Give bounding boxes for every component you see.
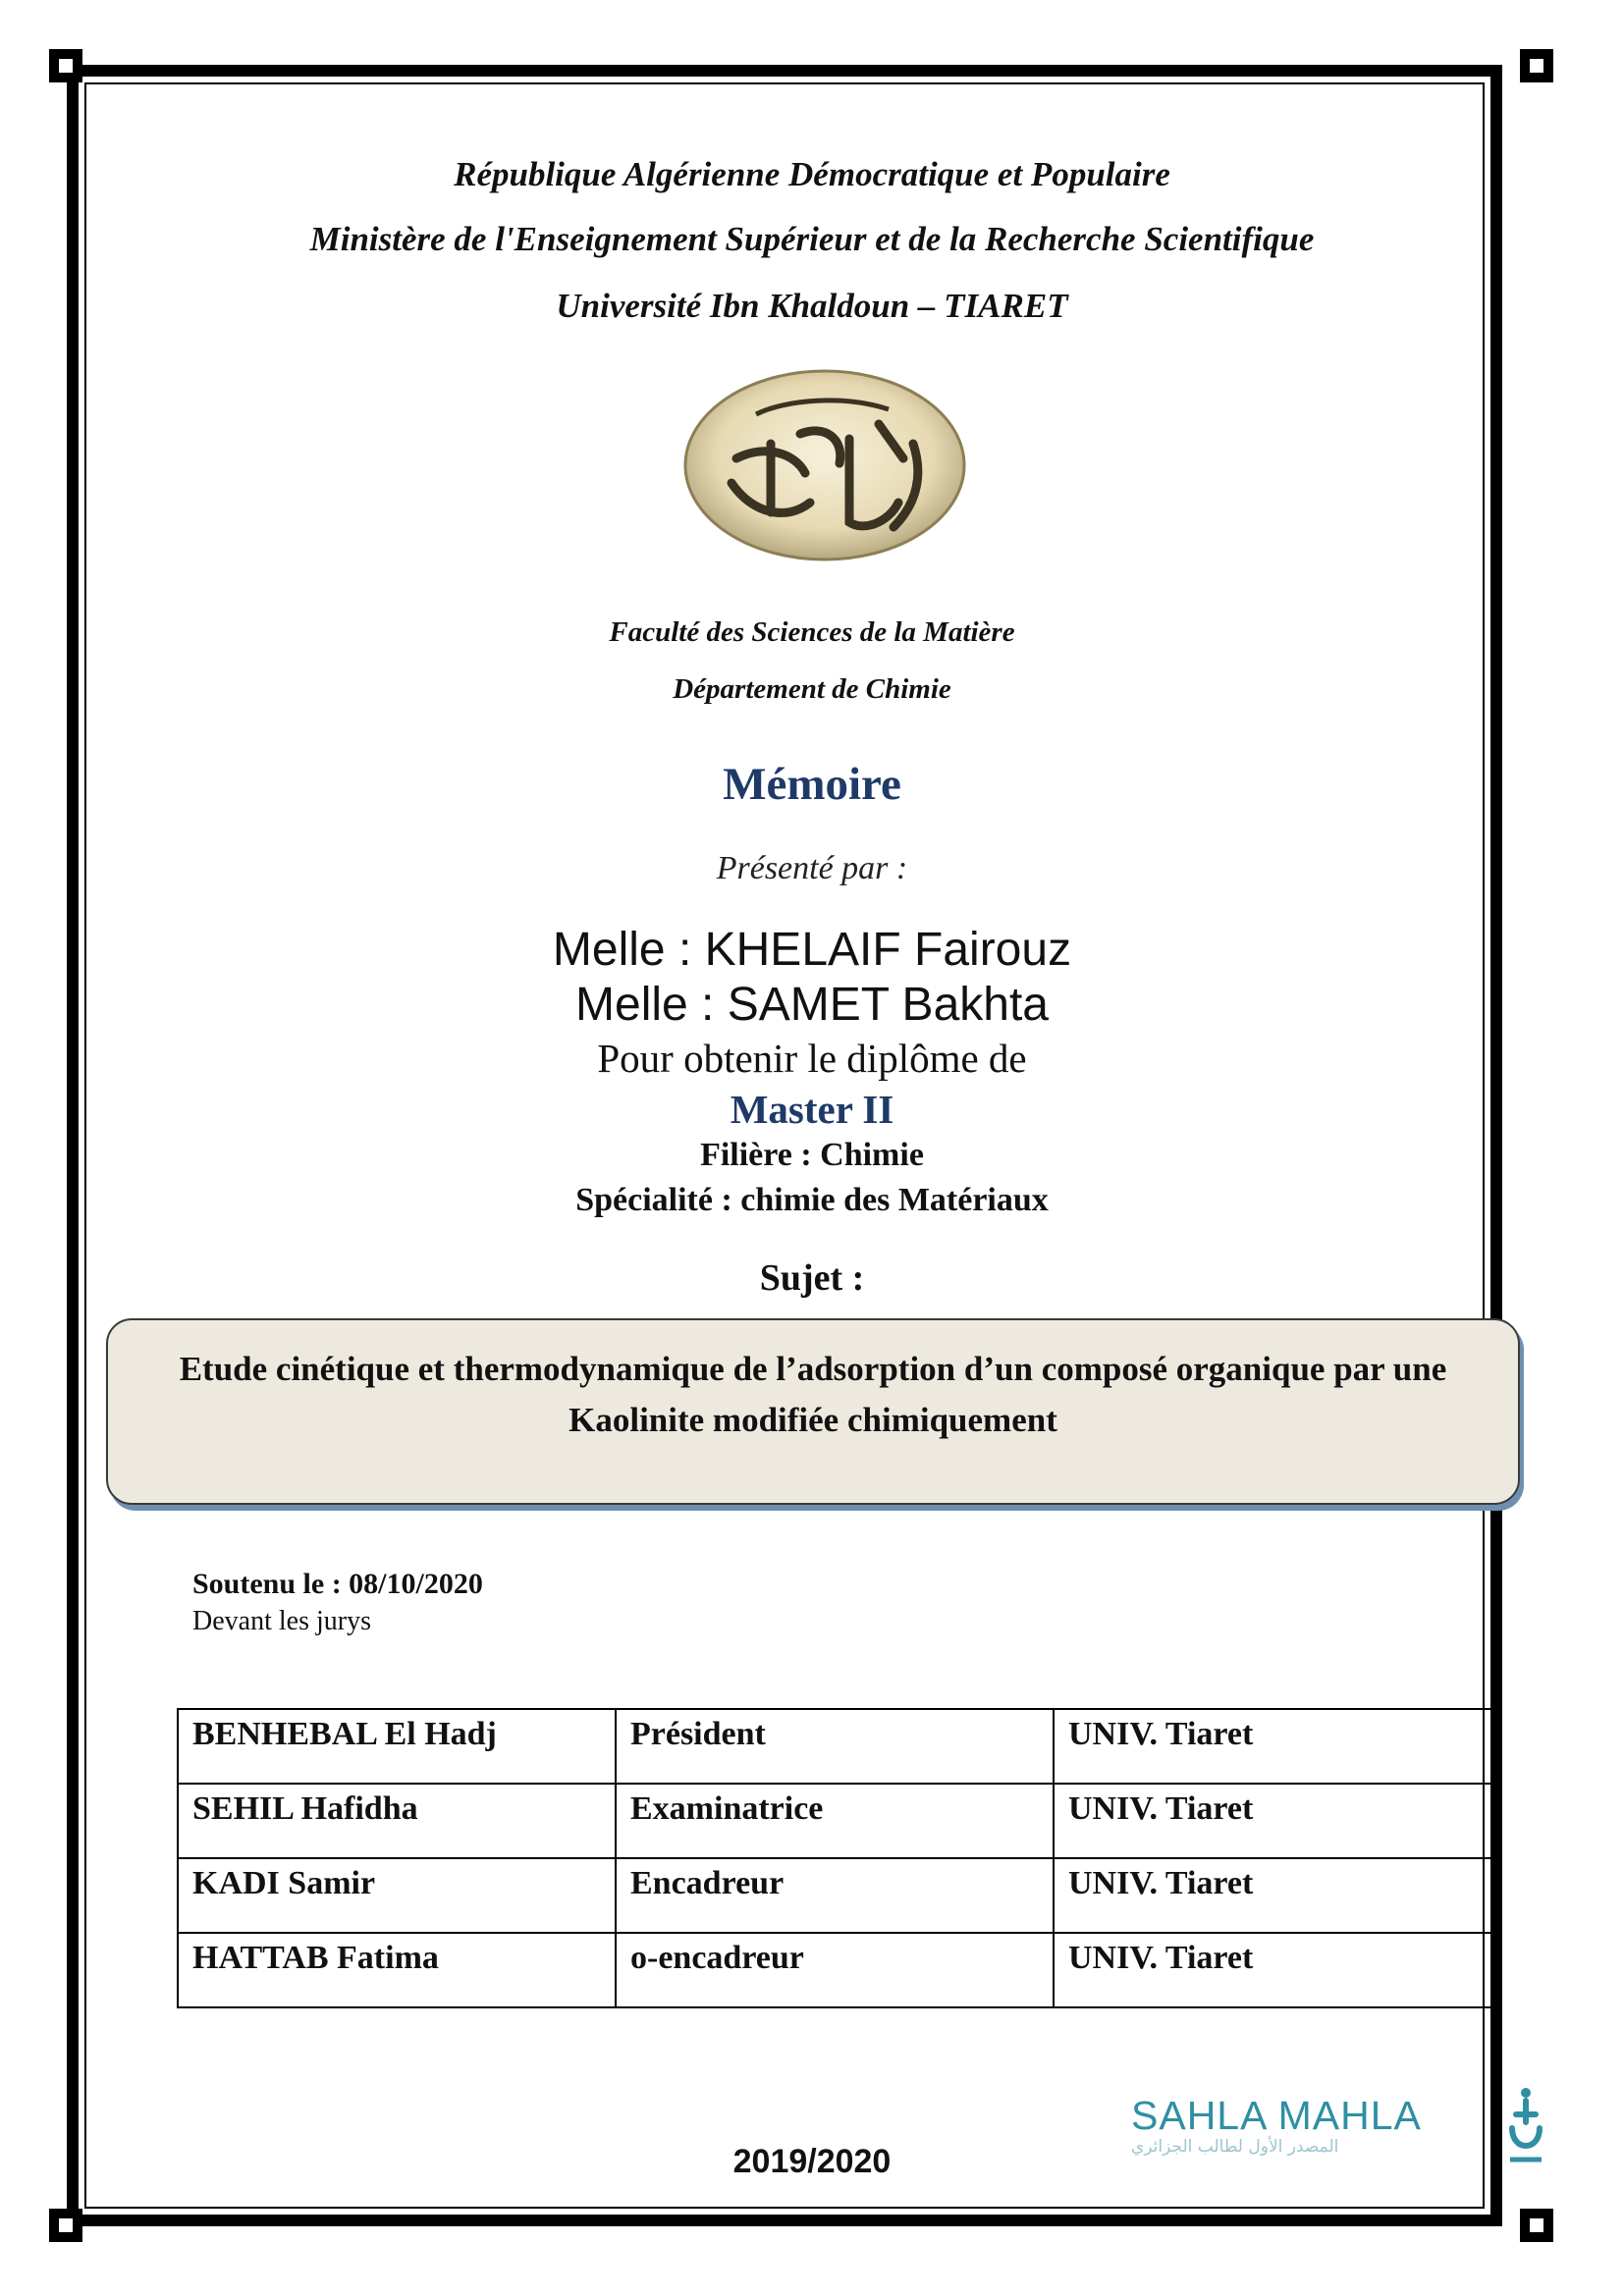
- border-corner: [1520, 2209, 1553, 2242]
- border-corner: [49, 2209, 82, 2242]
- table-row: [178, 1784, 1491, 1858]
- border-corner: [1520, 49, 1553, 82]
- university-line: Université Ibn Khaldoun – TIARET: [556, 287, 1068, 325]
- watermark-name: SAHLA MAHLA: [1131, 2093, 1422, 2138]
- jury-role: Encadreur: [616, 1858, 1054, 1933]
- sahla-mahla-watermark: [1131, 2093, 1553, 2181]
- department-name: Département de Chimie: [673, 673, 951, 705]
- author-name: Melle : SAMET Bakhta: [575, 979, 1049, 1031]
- defense-date: Soutenu le : 08/10/2020: [192, 1568, 483, 1600]
- jury-role: o-encadreur: [616, 1933, 1054, 2007]
- jury-role: Examinatrice: [616, 1784, 1054, 1858]
- jury-name: BENHEBAL El Hadj: [178, 1709, 616, 1784]
- jury-institution: UNIV. Tiaret: [1054, 1784, 1491, 1858]
- filiere-line: Filière : Chimie: [700, 1137, 924, 1173]
- ministry-line: Ministère de l'Enseignement Supérieur et de la Recherche Scientifique: [309, 220, 1315, 258]
- faculty-name: Faculté des Sciences de la Matière: [609, 616, 1015, 648]
- subject-text: Etude cinétique et thermodynamique de l’adsorption d’un composé organique par une Kaolinite modifiée chimiquement: [179, 1350, 1447, 1439]
- table-row: [178, 1858, 1491, 1933]
- jury-label: Devant les jurys: [192, 1606, 371, 1636]
- jury-institution: UNIV. Tiaret: [1054, 1709, 1491, 1784]
- table-row: [178, 1709, 1491, 1784]
- presented-by-label: Présenté par :: [716, 850, 908, 886]
- jury-name: SEHIL Hafidha: [178, 1784, 616, 1858]
- jury-table: [177, 1708, 1492, 2008]
- border-corner: [49, 49, 82, 82]
- subject-label: Sujet :: [759, 1257, 865, 1299]
- jury-name: HATTAB Fatima: [178, 1933, 616, 2007]
- subject-box: [106, 1318, 1520, 1505]
- jury-name: KADI Samir: [178, 1858, 616, 1933]
- specialite-line: Spécialité : chimie des Matériaux: [575, 1182, 1049, 1218]
- jury-institution: UNIV. Tiaret: [1054, 1858, 1491, 1933]
- diploma-line: Pour obtenir le diplôme de: [597, 1036, 1027, 1081]
- diploma-title: Master II: [730, 1087, 894, 1132]
- academic-year: 2019/2020: [732, 2143, 892, 2180]
- sahla-mahla-logo-icon: [1502, 2083, 1549, 2171]
- table-row: [178, 1933, 1491, 2007]
- watermark-tagline: المصدر الأول لطالب الجزائري: [1131, 2137, 1339, 2157]
- author-name: Melle : KHELAIF Fairouz: [552, 924, 1072, 976]
- republic-line: République Algérienne Démocratique et Populaire: [454, 155, 1170, 193]
- university-seal-logo: [677, 365, 972, 566]
- jury-institution: UNIV. Tiaret: [1054, 1933, 1491, 2007]
- document-type-title: Mémoire: [723, 759, 901, 810]
- jury-role: Président: [616, 1709, 1054, 1784]
